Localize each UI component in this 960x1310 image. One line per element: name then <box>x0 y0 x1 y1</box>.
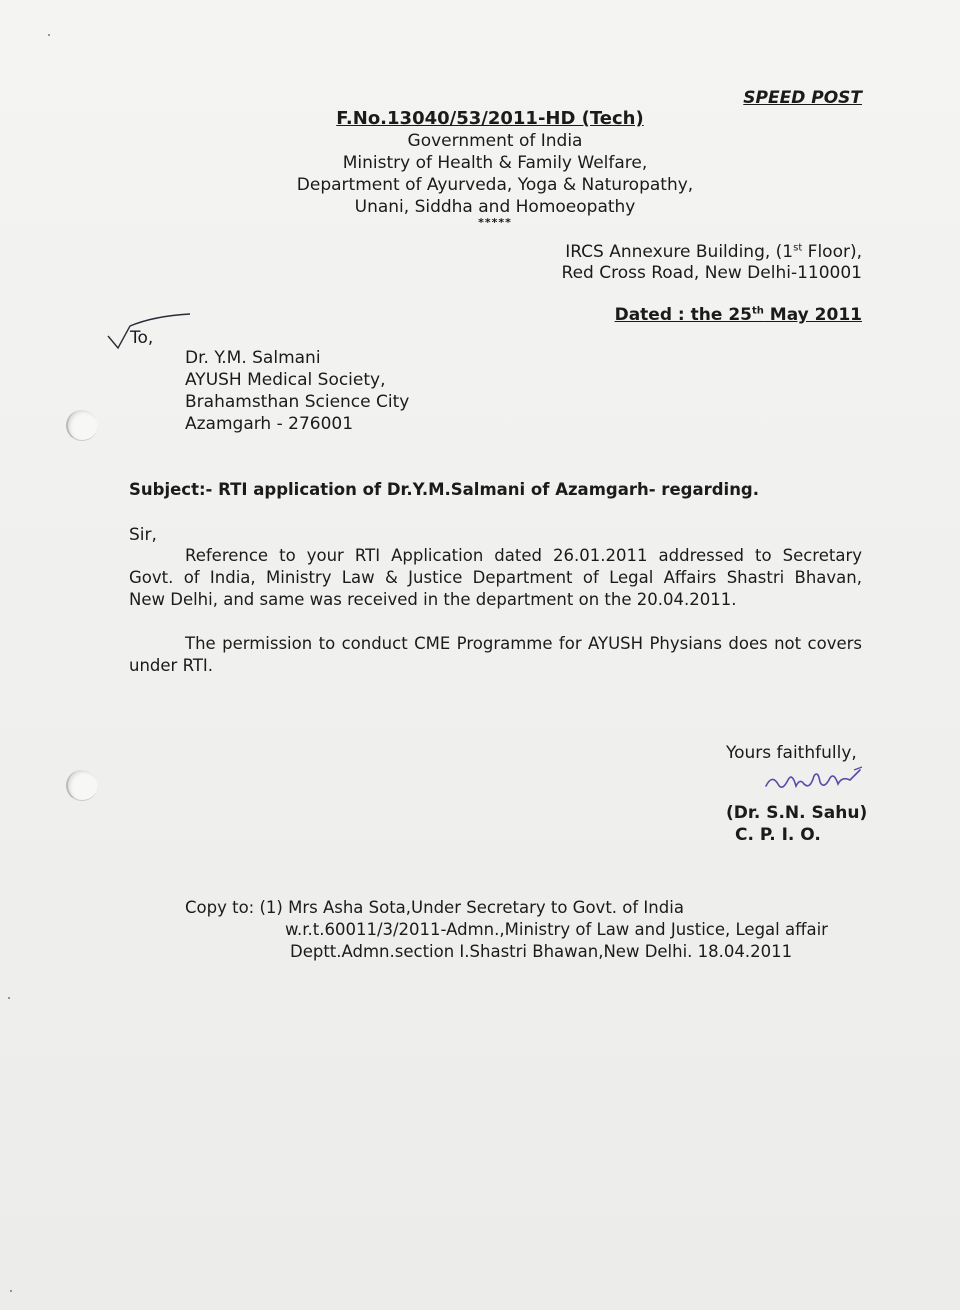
speck <box>10 1290 12 1292</box>
address-line-1-post: Floor), <box>802 242 862 262</box>
date-sup: th <box>751 305 764 317</box>
to-label: To, <box>130 328 154 348</box>
org-line-4: Unani, Siddha and Homoeopathy <box>354 197 636 217</box>
para1-line3: New Delhi, and same was received in the department on the 20.04.2011. <box>129 590 737 609</box>
date-post: May 2011 <box>763 305 862 325</box>
speck <box>8 997 10 999</box>
speck <box>48 34 50 36</box>
recipient-line-1: Dr. Y.M. Salmani <box>185 348 321 368</box>
org-line-2: Ministry of Health & Family Welfare, <box>342 153 648 173</box>
address-line-1-sup: st <box>793 242 803 254</box>
para1-line1: Reference to your RTI Application dated 26.01.2011 addressed to Secretary <box>185 546 862 565</box>
para2-line2: under RTI. <box>129 656 214 675</box>
file-number: F.No.13040/53/2011-HD (Tech) <box>336 108 644 129</box>
greeting: Sir, <box>129 525 157 545</box>
org-line-1: Government of India <box>407 131 583 151</box>
para1-line2: Govt. of India, Ministry Law & Justice Department of Legal Affairs Shastri Bhavan, <box>129 568 862 587</box>
copy-to-line-3: Deptt.Admn.section I.Shastri Bhawan,New Delhi. 18.04.2011 <box>290 942 793 961</box>
address-line-1 <box>500 242 862 262</box>
punch-hole-top <box>66 410 98 441</box>
org-line-3: Department of Ayurveda, Yoga & Naturopathy, <box>296 175 694 195</box>
yours-faithfully: Yours faithfully, <box>726 743 857 763</box>
recipient-line-4: Azamgarh - 276001 <box>185 414 354 434</box>
punch-hole-bottom <box>66 770 98 801</box>
speed-post-label: SPEED POST <box>743 88 862 108</box>
copy-to-line-1: Copy to: (1) Mrs Asha Sota,Under Secretary to Govt. of India <box>185 898 684 917</box>
copy-to-line-2: w.r.t.60011/3/2011-Admn.,Ministry of Law and Justice, Legal affair <box>285 920 828 939</box>
signatory-name: (Dr. S.N. Sahu) <box>726 803 868 823</box>
address-line-2: Red Cross Road, New Delhi-110001 <box>561 263 862 283</box>
subject-line: Subject:- RTI application of Dr.Y.M.Salmani of Azamgarh- regarding. <box>129 480 760 499</box>
letter-date <box>560 305 862 325</box>
recipient-line-2: AYUSH Medical Society, <box>185 370 386 390</box>
date-pre: Dated : the 25 <box>614 305 752 325</box>
para2-line1: The permission to conduct CME Programme for AYUSH Physians does not covers <box>185 634 862 653</box>
signature-icon <box>758 764 868 798</box>
signatory-designation: C. P. I. O. <box>735 825 821 845</box>
recipient-line-3: Brahamsthan Science City <box>185 392 410 412</box>
address-line-1-pre: IRCS Annexure Building, (1 <box>565 242 794 262</box>
separator: ***** <box>478 216 512 229</box>
